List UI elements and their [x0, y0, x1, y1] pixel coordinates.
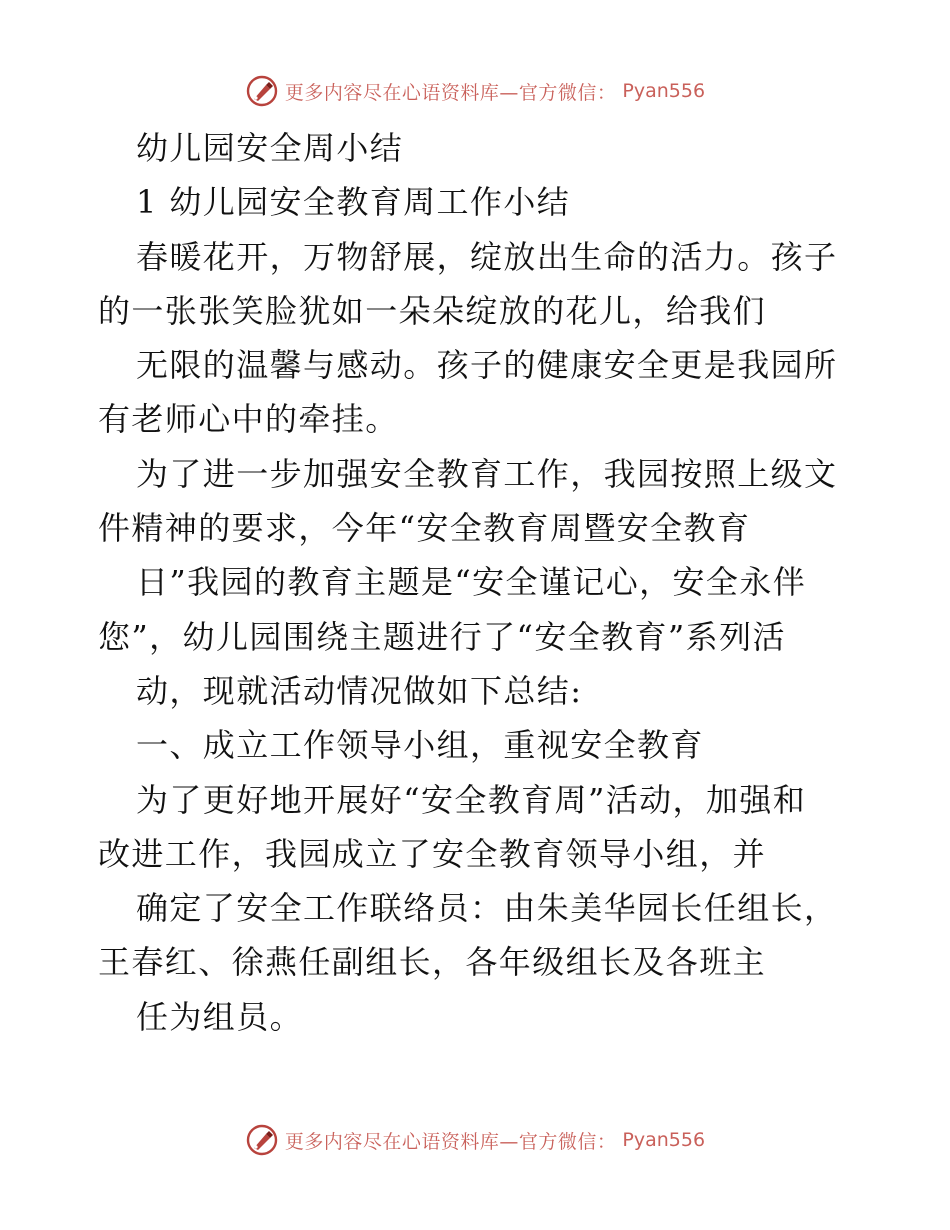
text-line: 任为组员。	[136, 997, 304, 1036]
text-line: 日”我园的教育主题是“安全谨记心，安全永伴	[136, 563, 807, 602]
text-line: 您”，幼儿园围绕主题进行了“安全教育”系列活	[98, 617, 786, 656]
text-line: 动，现就活动情况做如下总结:	[136, 671, 583, 710]
text-line: 改进工作，我园成立了安全教育领导小组，并	[98, 834, 767, 873]
banner-text: 更多内容尽在心语资料库—官方微信：	[284, 1130, 617, 1153]
banner-contact: Pyan556	[622, 1129, 706, 1151]
text-line: 王春红、徐燕任副组长，各年级组长及各班主	[98, 943, 767, 982]
text-line: 幼儿园安全周小结	[136, 129, 404, 167]
text-line: 有老师心中的牵挂。	[98, 400, 399, 439]
text-line: 件精神的要求，今年“安全教育周暨安全教育	[98, 509, 751, 548]
pen-logo-icon	[245, 74, 279, 108]
footer-banner	[0, 1120, 950, 1160]
document-body	[98, 121, 858, 1044]
text-line: 一、成立工作领导小组，重视安全教育	[136, 726, 704, 765]
text-line: 1 幼儿园安全教育周工作小结	[136, 183, 571, 222]
text-line: 春暖花开，万物舒展，绽放出生命的活力。孩子	[136, 237, 838, 276]
text-line: 的一张张笑脸犹如一朵朵绽放的花儿，给我们	[98, 291, 767, 330]
banner-text: 更多内容尽在心语资料库—官方微信：	[284, 81, 617, 104]
pen-logo-icon	[245, 1123, 279, 1157]
text-line: 确定了安全工作联络员：由朱美华园长任组长，	[136, 889, 838, 928]
header-banner	[0, 71, 950, 111]
text-line: 为了进一步加强安全教育工作，我园按照上级文	[136, 454, 838, 493]
banner-contact: Pyan556	[622, 80, 706, 102]
text-line: 为了更好地开展好“安全教育周”活动，加强和	[136, 780, 807, 819]
text-line: 无限的温馨与感动。孩子的健康安全更是我园所	[136, 346, 838, 385]
